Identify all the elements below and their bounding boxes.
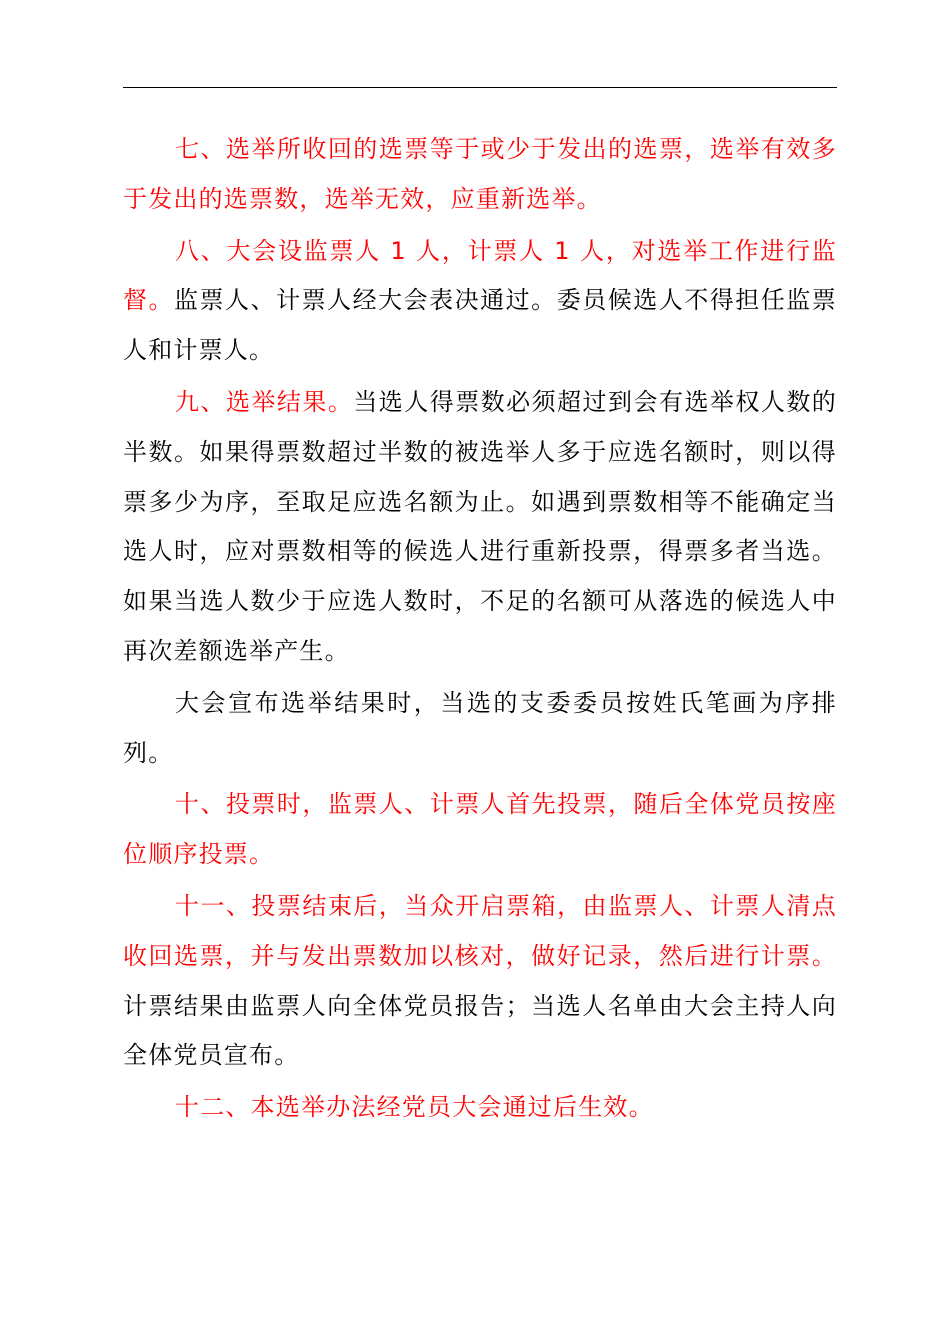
article-8-heading: 八、大会设监票人 1 人，计票人 1 人，对选举工作进行监督。 bbox=[123, 236, 837, 315]
paragraph-article-11 bbox=[123, 882, 837, 1081]
article-11-body: 计票结果由监票人向全体党员报告；当选人名单由大会主持人向全体党员宣布。 bbox=[123, 991, 837, 1070]
paragraph-article-10 bbox=[123, 780, 837, 880]
article-7-text: 七、选举所收回的选票等于或少于发出的选票，选举有效多于发出的选票数，选举无效，应重新选举。 bbox=[123, 135, 837, 213]
paragraph-article-8 bbox=[123, 227, 837, 376]
article-9-heading: 九、选举结果。 bbox=[175, 387, 354, 416]
header-rule bbox=[123, 87, 837, 88]
document-body bbox=[123, 125, 837, 1135]
paragraph-article-12 bbox=[123, 1083, 837, 1133]
article-9-body: 当选人得票数必须超过到会有选举权人数的半数。如果得票数超过半数的被选举人多于应选名额时，则以得票多少为序，至取足应选名额为止。如遇到票数相等不能确定当选人时，应对票数相等的候选人进行重新投票，得票多者当选。如果当选人数少于应选人数时，不足的名额可从落选的候选人中再次差额选举产生。 bbox=[123, 387, 837, 665]
article-11-heading: 十一、投票结束后，当众开启票箱，由监票人、计票人清点收回选票，并与发出票数加以核对，做好记录，然后进行计票。 bbox=[123, 891, 837, 970]
paragraph-article-9 bbox=[123, 378, 837, 677]
article-8-body: 监票人、计票人经大会表决通过。委员候选人不得担任监票人和计票人。 bbox=[123, 286, 837, 365]
result-announcement-text: 大会宣布选举结果时，当选的支委委员按姓氏笔画为序排列。 bbox=[123, 688, 837, 767]
article-10-text: 十、投票时，监票人、计票人首先投票，随后全体党员按座位顺序投票。 bbox=[123, 790, 837, 869]
paragraph-result-announcement bbox=[123, 679, 837, 779]
paragraph-article-7 bbox=[123, 125, 837, 225]
article-12-text: 十二、本选举办法经党员大会通过后生效。 bbox=[175, 1093, 654, 1122]
